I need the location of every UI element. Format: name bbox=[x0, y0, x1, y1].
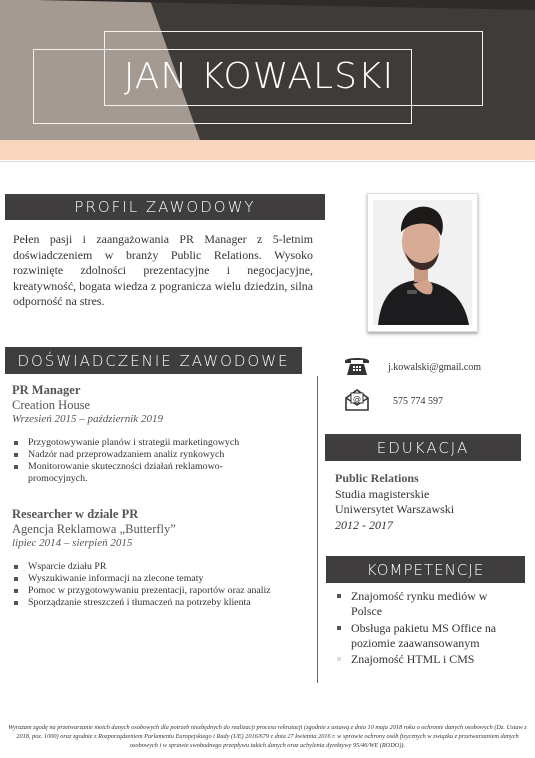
contact-phone: 575 774 597 bbox=[393, 396, 443, 407]
person-portrait bbox=[373, 200, 472, 325]
phone-icon bbox=[344, 356, 370, 376]
profile-text: Pełen pasji i zaangażowania PR Manager z 5-letnim doświadczeniem w branży Public Relations. Wysoko rozwinięte zdolności prezentacyjne i negocjacyjne, kreatywność, bogata wiedza z pogranicza wielu dziedzin, silna odporność na stres. bbox=[13, 232, 313, 308]
email-icon bbox=[345, 389, 369, 411]
skill-item: Znajomość rynku mediów w Polsce bbox=[335, 589, 500, 620]
profile-photo bbox=[367, 193, 478, 332]
duty-item: Monitorowanie skuteczności działań reklamowo-promocyjnych. bbox=[12, 461, 252, 485]
education-years: 2012 - 2017 bbox=[335, 517, 393, 532]
duty-item: Wsparcie działu PR bbox=[12, 561, 277, 573]
education-degree: Studia magisterskie bbox=[335, 486, 430, 501]
skills-list bbox=[335, 589, 500, 668]
job-dates: lipiec 2014 – sierpień 2015 bbox=[12, 537, 133, 549]
job-company: Creation House bbox=[12, 398, 91, 412]
education-field: Public Relations bbox=[335, 471, 419, 485]
duty-item: Przygotowywanie planów i strategii marketingowych bbox=[12, 437, 252, 449]
duty-item: Pomoc w przygotowywaniu prezentacji, raportów oraz analiz bbox=[12, 585, 277, 597]
education-details bbox=[335, 471, 525, 533]
duty-item: Sporządzanie streszczeń i tłumaczeń na potrzeby klienta bbox=[12, 597, 277, 609]
duty-item: Wyszukiwanie informacji na zlecone tematy bbox=[12, 573, 277, 585]
job-dates: Wrzesień 2015 – październik 2019 bbox=[12, 413, 163, 425]
experience-heading: DOŚWIADCZENIE ZAWODOWE bbox=[5, 347, 302, 374]
header-divider bbox=[0, 161, 535, 162]
duty-item: Nadzór nad przeprowadzaniem analiz rynkowych bbox=[12, 449, 252, 461]
column-divider bbox=[317, 376, 318, 683]
job-duties bbox=[12, 561, 277, 609]
skills-heading: KOMPETENCJE bbox=[326, 556, 525, 583]
job-title: Researcher w dziale PR bbox=[12, 507, 139, 521]
job-title: PR Manager bbox=[12, 383, 81, 397]
candidate-name: JAN KOWALSKI bbox=[123, 56, 395, 97]
svg-text:@: @ bbox=[353, 394, 361, 404]
education-heading: EDUKACJA bbox=[325, 434, 521, 461]
education-school: Uniwersytet Warszawski bbox=[335, 502, 455, 516]
skill-item: Obsługa pakietu MS Office na poziomie zaawansowanym bbox=[335, 621, 500, 652]
job-entry bbox=[12, 507, 312, 609]
job-company: Agencja Reklamowa „Butterfly” bbox=[12, 522, 176, 536]
contact-email[interactable]: j.kowalski@gmail.com bbox=[388, 362, 482, 373]
skill-item: Znajomość HTML i CMS bbox=[335, 652, 500, 667]
job-duties bbox=[12, 437, 252, 485]
profile-heading: PROFIL ZAWODOWY bbox=[5, 194, 325, 220]
job-entry bbox=[12, 383, 312, 485]
gdpr-consent-clause: Wyrażam zgodę na przetwarzanie moich danych osobowych dla potrzeb niezbędnych do realizacji procesu rekrutacji (zgodnie z ustawą z dnia 10 maja 2018 roku o ochronie danych osobowych (Dz. Ustaw z 2018, poz. 1000) oraz zgodnie z Rozporządzeniem Parlamentu Europejskiego i Rady (UE) 2016/679 z dnia 27 kwietnia 2016 r. w sprawie ochrony osób fizycznych w związku z przetwarzaniem danych osobowych i w sprawie swobodnego przepływu takich danych oraz uchylenia dyrektywy 95/46/WE (RODO)). bbox=[8, 724, 527, 749]
